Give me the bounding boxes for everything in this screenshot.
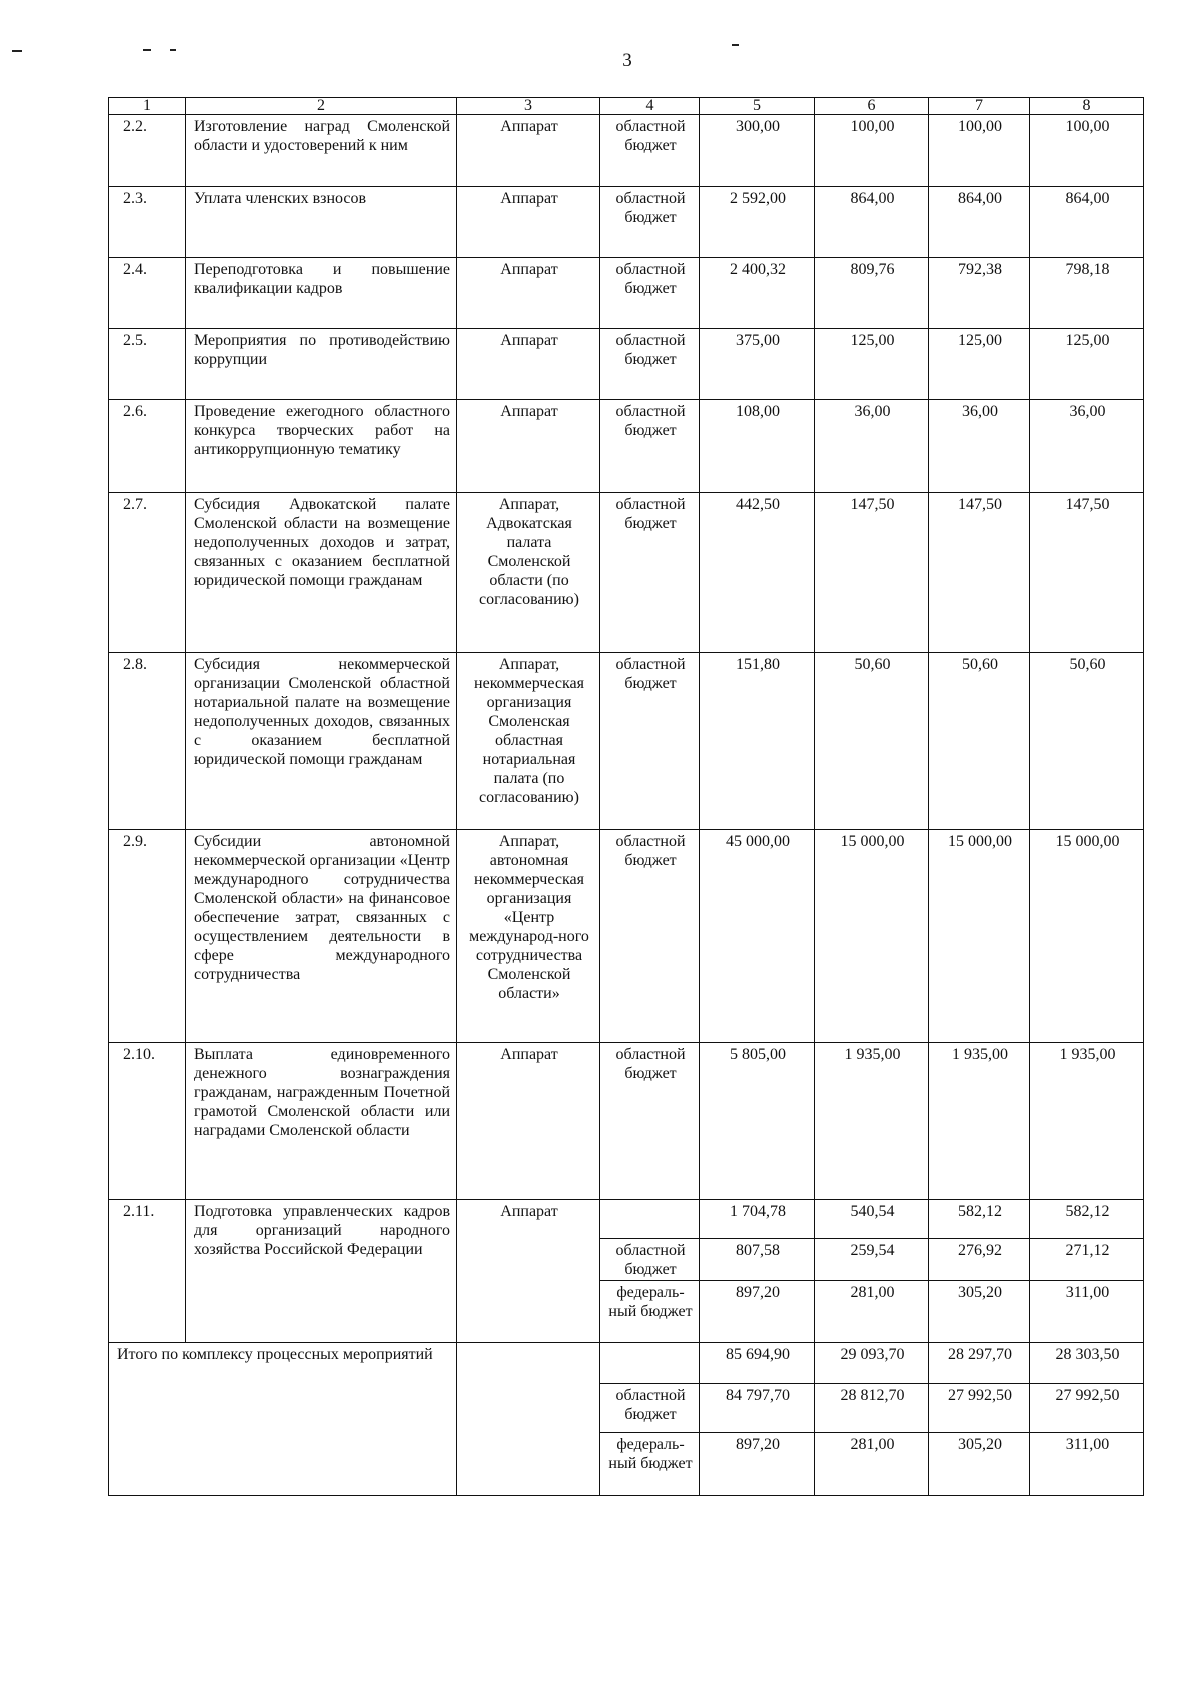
page-number: 3 (622, 50, 632, 71)
funding-source: областной бюджет (600, 653, 700, 830)
executor: Аппарат, некоммерческая организация Смоленская областная нотариальная палата (по согласованию) (457, 653, 600, 830)
column-number: 8 (1030, 98, 1144, 115)
amount-total: 300,00 (700, 115, 815, 187)
activity-name: Подготовка управленческих кадров для организаций народного хозяйства Российской Федерации (186, 1200, 457, 1343)
amount-year-1: 125,00 (815, 329, 929, 400)
column-number: 3 (457, 98, 600, 115)
funding-source: областной бюджет (600, 1043, 700, 1200)
funding-source: областной бюджет (600, 258, 700, 329)
amount-year-3: 36,00 (1030, 400, 1144, 493)
column-number: 5 (700, 98, 815, 115)
amount-total: 1 704,78 (700, 1200, 815, 1239)
table-row (109, 400, 1144, 493)
funding-source (600, 1200, 700, 1239)
amount-year-3: 100,00 (1030, 115, 1144, 187)
funding-source: федераль-ный бюджет (600, 1281, 700, 1343)
amount-year-3: 50,60 (1030, 653, 1144, 830)
amount-year-2: 305,20 (929, 1433, 1030, 1496)
amount-total: 807,58 (700, 1239, 815, 1281)
amount-year-1: 28 812,70 (815, 1384, 929, 1433)
table-row (109, 258, 1144, 329)
table-row (109, 115, 1144, 187)
amount-year-3: 147,50 (1030, 493, 1144, 653)
amount-year-2: 147,50 (929, 493, 1030, 653)
amount-year-2: 125,00 (929, 329, 1030, 400)
amount-year-2: 36,00 (929, 400, 1030, 493)
amount-year-2: 864,00 (929, 187, 1030, 258)
activity-name: Выплата единовременного денежного вознаграждения гражданам, награжденным Почетной грамотой Смоленской области или наградами Смоленской области (186, 1043, 457, 1200)
executor: Аппарат (457, 400, 600, 493)
scan-speck (143, 49, 151, 51)
row-number: 2.10. (109, 1043, 186, 1200)
funding-source: областной бюджет (600, 1239, 700, 1281)
funding-source: областной бюджет (600, 830, 700, 1043)
amount-year-3: 798,18 (1030, 258, 1144, 329)
row-number: 2.3. (109, 187, 186, 258)
row-number: 2.7. (109, 493, 186, 653)
column-number-row (109, 98, 1144, 115)
funding-source: областной бюджет (600, 115, 700, 187)
amount-year-1: 281,00 (815, 1281, 929, 1343)
activity-name: Проведение ежегодного областного конкурса творческих работ на антикоррупционную тематику (186, 400, 457, 493)
total-executor (457, 1343, 600, 1496)
amount-year-1: 15 000,00 (815, 830, 929, 1043)
amount-year-3: 27 992,50 (1030, 1384, 1144, 1433)
funding-source: федераль-ный бюджет (600, 1433, 700, 1496)
row-number: 2.6. (109, 400, 186, 493)
row-number: 2.4. (109, 258, 186, 329)
funding-source: областной бюджет (600, 400, 700, 493)
amount-year-1: 50,60 (815, 653, 929, 830)
amount-year-2: 1 935,00 (929, 1043, 1030, 1200)
funding-source (600, 1343, 700, 1384)
amount-total: 85 694,90 (700, 1343, 815, 1384)
amount-total: 151,80 (700, 653, 815, 830)
amount-year-3: 1 935,00 (1030, 1043, 1144, 1200)
amount-year-3: 311,00 (1030, 1281, 1144, 1343)
amount-year-2: 792,38 (929, 258, 1030, 329)
amount-total: 897,20 (700, 1433, 815, 1496)
row-number: 2.5. (109, 329, 186, 400)
table-row (109, 830, 1144, 1043)
activity-name: Изготовление наград Смоленской области и удостоверений к ним (186, 115, 457, 187)
amount-year-1: 540,54 (815, 1200, 929, 1239)
funding-source: областной бюджет (600, 493, 700, 653)
row-number: 2.2. (109, 115, 186, 187)
amount-year-2: 276,92 (929, 1239, 1030, 1281)
executor: Аппарат (457, 1200, 600, 1343)
amount-total: 375,00 (700, 329, 815, 400)
activity-name: Субсидия некоммерческой организации Смоленской областной нотариальной палате на возмещение недополученных доходов, связанных с оказанием бесплатной юридической помощи гражданам (186, 653, 457, 830)
amount-year-2: 28 297,70 (929, 1343, 1030, 1384)
funding-source: областной бюджет (600, 1384, 700, 1433)
funding-source: областной бюджет (600, 329, 700, 400)
funding-source: областной бюджет (600, 187, 700, 258)
amount-year-2: 27 992,50 (929, 1384, 1030, 1433)
table-row (109, 329, 1144, 400)
executor: Аппарат (457, 1043, 600, 1200)
scan-speck (732, 44, 739, 46)
amount-total: 45 000,00 (700, 830, 815, 1043)
activity-name: Субсидии автономной некоммерческой организации «Центр международного сотрудничества Смоленской области» на финансовое обеспечение затрат, связанных с осуществлением деятельности в сфере международного сотрудничества (186, 830, 457, 1043)
row-number: 2.11. (109, 1200, 186, 1343)
amount-year-2: 100,00 (929, 115, 1030, 187)
row-number: 2.8. (109, 653, 186, 830)
budget-table (108, 97, 1144, 1496)
amount-total: 442,50 (700, 493, 815, 653)
activity-name: Субсидия Адвокатской палате Смоленской области на возмещение недополученных доходов и затрат, связанных с оказанием бесплатной юридической помощи гражданам (186, 493, 457, 653)
table-row (109, 1043, 1144, 1200)
activity-name: Переподготовка и повышение квалификации кадров (186, 258, 457, 329)
amount-year-3: 311,00 (1030, 1433, 1144, 1496)
amount-year-3: 125,00 (1030, 329, 1144, 400)
amount-total: 5 805,00 (700, 1043, 815, 1200)
amount-year-1: 864,00 (815, 187, 929, 258)
amount-year-2: 582,12 (929, 1200, 1030, 1239)
amount-total: 2 592,00 (700, 187, 815, 258)
amount-year-3: 271,12 (1030, 1239, 1144, 1281)
amount-year-3: 582,12 (1030, 1200, 1144, 1239)
column-number: 4 (600, 98, 700, 115)
table-row (109, 1200, 1144, 1239)
executor: Аппарат (457, 187, 600, 258)
total-label: Итого по комплексу процессных мероприятий (109, 1343, 457, 1496)
executor: Аппарат (457, 258, 600, 329)
executor: Аппарат, Адвокатская палата Смоленской области (по согласованию) (457, 493, 600, 653)
column-number: 6 (815, 98, 929, 115)
amount-year-1: 29 093,70 (815, 1343, 929, 1384)
table-row (109, 653, 1144, 830)
row-number: 2.9. (109, 830, 186, 1043)
column-number: 7 (929, 98, 1030, 115)
amount-year-1: 809,76 (815, 258, 929, 329)
scan-speck (170, 49, 176, 51)
amount-total: 897,20 (700, 1281, 815, 1343)
executor: Аппарат (457, 329, 600, 400)
amount-year-3: 864,00 (1030, 187, 1144, 258)
amount-year-1: 147,50 (815, 493, 929, 653)
table-row (109, 493, 1144, 653)
scan-speck (12, 50, 22, 52)
amount-year-1: 259,54 (815, 1239, 929, 1281)
amount-year-1: 36,00 (815, 400, 929, 493)
amount-year-2: 15 000,00 (929, 830, 1030, 1043)
amount-year-1: 281,00 (815, 1433, 929, 1496)
column-number: 1 (109, 98, 186, 115)
executor: Аппарат, автономная некоммерческая организация «Центр международ-ного сотрудничества Смоленской области» (457, 830, 600, 1043)
total-row (109, 1343, 1144, 1384)
activity-name: Мероприятия по противодействию коррупции (186, 329, 457, 400)
amount-year-2: 50,60 (929, 653, 1030, 830)
table-row (109, 187, 1144, 258)
amount-year-1: 100,00 (815, 115, 929, 187)
amount-year-3: 28 303,50 (1030, 1343, 1144, 1384)
amount-year-1: 1 935,00 (815, 1043, 929, 1200)
amount-total: 108,00 (700, 400, 815, 493)
executor: Аппарат (457, 115, 600, 187)
amount-year-2: 305,20 (929, 1281, 1030, 1343)
amount-total: 84 797,70 (700, 1384, 815, 1433)
amount-year-3: 15 000,00 (1030, 830, 1144, 1043)
amount-total: 2 400,32 (700, 258, 815, 329)
column-number: 2 (186, 98, 457, 115)
activity-name: Уплата членских взносов (186, 187, 457, 258)
